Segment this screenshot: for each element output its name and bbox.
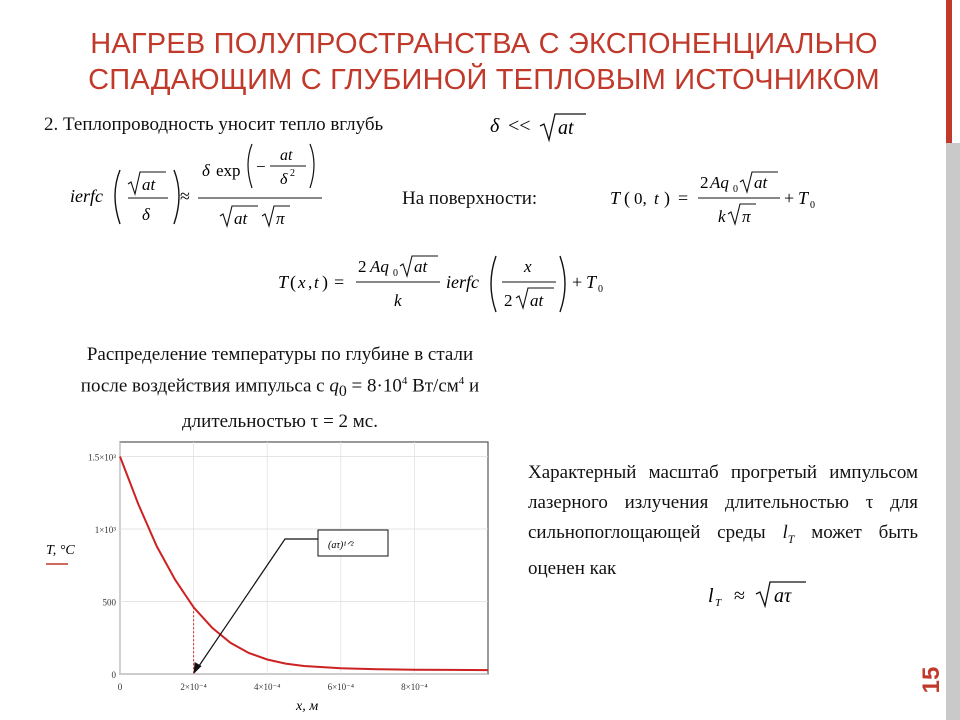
svg-text:ierfc: ierfc <box>446 272 479 292</box>
svg-text:δ: δ <box>490 115 500 137</box>
svg-text:Aq: Aq <box>710 173 729 192</box>
temperature-depth-chart <box>40 434 500 716</box>
svg-text:=: = <box>334 272 345 292</box>
svg-text:at: at <box>414 257 428 276</box>
svg-text:x: x <box>524 257 532 276</box>
svg-text:T: T <box>798 188 809 208</box>
svg-text:t: t <box>314 273 319 292</box>
surface-temperature-formula <box>608 166 838 234</box>
chart-caption <box>20 342 540 435</box>
svg-text:(: ( <box>290 272 296 292</box>
svg-text:2: 2 <box>700 173 709 192</box>
caption-line-2 <box>20 368 540 405</box>
delta-condition-formula <box>488 108 588 144</box>
lt-estimate-formula <box>706 578 816 612</box>
lt-subscript: T <box>787 531 795 546</box>
svg-text:at: at <box>280 147 293 164</box>
svg-text:0: 0 <box>810 200 815 211</box>
general-temperature-formula <box>276 252 616 318</box>
x-tick-label: 8×10⁻⁴ <box>401 682 428 692</box>
svg-text:δ: δ <box>142 205 150 224</box>
svg-text:0: 0 <box>598 284 603 295</box>
svg-text:=: = <box>678 188 689 208</box>
x-tick-label: 4×10⁻⁴ <box>253 682 281 692</box>
title-line-2: СПАДАЮЩИМ С ГЛУБИНОЙ ТЕПЛОВЫМ ИСТОЧНИКОМ <box>88 64 880 96</box>
svg-text:δ: δ <box>202 161 210 180</box>
svg-text:T: T <box>715 597 722 609</box>
svg-text:(: ( <box>624 188 630 208</box>
svg-text:t: t <box>654 189 659 208</box>
svg-text:π: π <box>742 207 751 226</box>
title-line-1: НАГРЕВ ПОЛУПРОСТРАНСТВА С ЭКСПОНЕНЦИАЛЬНО <box>90 28 878 60</box>
right-red-strip <box>946 0 952 143</box>
svg-text:l: l <box>708 585 714 607</box>
svg-text:at: at <box>530 291 544 310</box>
caption-unit: Вт/см <box>407 375 459 397</box>
svg-text:k: k <box>718 207 726 226</box>
y-tick-label: 1.5×10³ <box>87 452 116 463</box>
caption-line-3: длительностью τ = 2 мс. <box>182 411 378 433</box>
caption-value: = 8·10 <box>346 375 402 397</box>
caption-line-2-start: после воздействия импульса с <box>80 375 330 397</box>
svg-text:+: + <box>784 188 795 208</box>
caption-exponent: 4 <box>401 375 408 387</box>
slide-title <box>44 26 924 98</box>
x-tick-label: 0 <box>117 682 123 692</box>
svg-text:x: x <box>298 273 306 292</box>
svg-text:0: 0 <box>733 184 738 195</box>
right-gray-strip <box>946 143 960 720</box>
svg-text:π: π <box>276 209 285 228</box>
y-tick-label: 1×10³ <box>94 525 116 535</box>
page-number: 15 <box>918 666 945 694</box>
svg-text:0: 0 <box>393 268 398 279</box>
svg-text:≈: ≈ <box>734 585 745 607</box>
q-symbol: q <box>329 375 339 397</box>
svg-text:T: T <box>586 272 597 292</box>
caption-conjunction: и <box>464 375 480 397</box>
svg-text:≈: ≈ <box>180 186 190 206</box>
on-surface-label: На поверхности: <box>402 188 538 209</box>
paragraph-text-2: может быть оценен как <box>528 522 919 579</box>
q-subscript: 0 <box>338 383 347 401</box>
characteristic-scale-paragraph <box>528 458 918 584</box>
svg-text:at: at <box>142 175 156 194</box>
point-2-text: 2. Теплопроводность уносит тепло вглубь <box>44 114 384 135</box>
svg-text:ierfc: ierfc <box>70 186 103 206</box>
svg-text:exp: exp <box>216 161 241 180</box>
svg-text:T: T <box>278 272 289 292</box>
lt-symbol: l <box>782 522 788 543</box>
svg-text:): ) <box>664 188 670 208</box>
svg-text:at: at <box>558 117 574 139</box>
x-tick-label: 6×10⁻⁴ <box>327 682 355 692</box>
y-axis-label: T, °C <box>46 543 75 558</box>
svg-text:Aq: Aq <box>370 257 389 276</box>
paragraph-text: Характерный масштаб прогретый импульсом лазерного излучения длительностью τ для сильнопоглощающей среды <box>528 462 918 543</box>
x-tick-label: 2×10⁻⁴ <box>180 682 207 692</box>
svg-text:aτ: aτ <box>774 585 792 607</box>
svg-text:2: 2 <box>358 257 367 276</box>
svg-text:2: 2 <box>290 168 295 179</box>
svg-text:<<: << <box>508 115 531 137</box>
svg-text:0,: 0, <box>634 189 647 208</box>
y-tick-label: 0 <box>111 670 116 680</box>
svg-text:): ) <box>322 272 328 292</box>
svg-text:2: 2 <box>504 291 513 310</box>
x-axis-label: x, м <box>296 699 319 714</box>
ierfc-approximation-formula <box>70 140 330 236</box>
svg-text:at: at <box>234 209 248 228</box>
svg-text:k: k <box>394 291 402 310</box>
svg-text:T: T <box>610 188 621 208</box>
caption-line-1: Распределение температуры по глубине в стали <box>86 344 474 365</box>
svg-text:−: − <box>256 157 266 176</box>
svg-text:at: at <box>754 173 768 192</box>
y-tick-label: 500 <box>102 597 116 608</box>
svg-text:+: + <box>572 272 583 292</box>
annotation-label: (aτ)¹ᐟ² <box>328 540 354 551</box>
svg-text:,: , <box>308 273 313 292</box>
caption-unit-exponent: 4 <box>458 375 465 387</box>
svg-text:δ: δ <box>280 171 288 188</box>
